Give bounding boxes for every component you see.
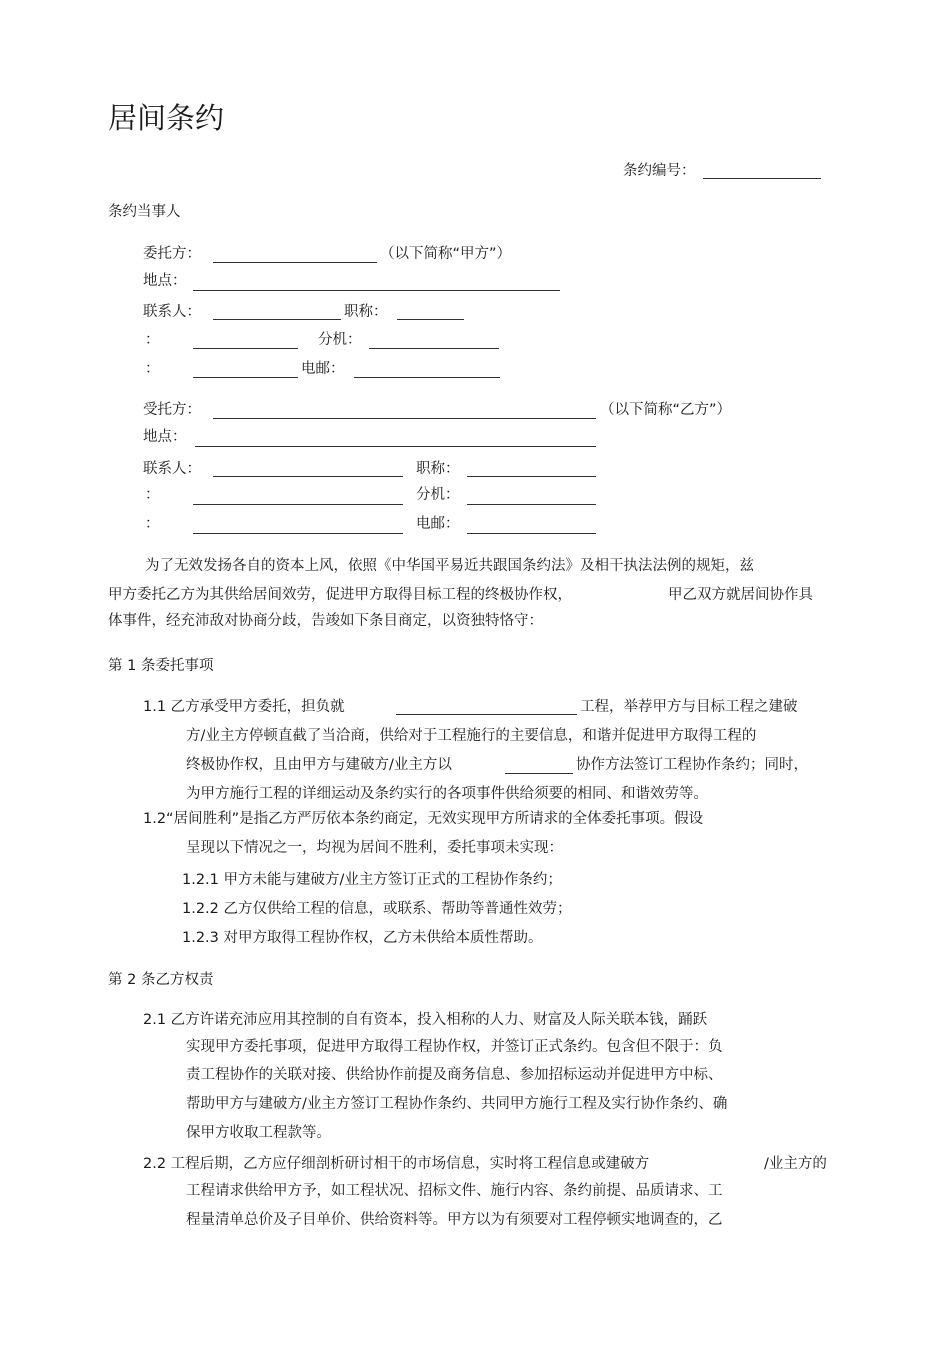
clause-1-1-line-2: 方/业主方停顿直截了当洽商，供给对于工程施行的主要信息，和谐并促进甲方取得工程的 [186,728,757,744]
clause-2-2-line-3: 程量清单总价及子目单价、供给资料等。甲方以为有须要对工程停顿实地调查的，乙 [186,1212,723,1228]
party-a-position-field[interactable] [397,319,464,320]
party-a-position-label: 职称： [344,304,388,320]
party-a-phone-field[interactable] [193,348,298,349]
clause-1-2-2: 1.2.2 乙方仅供给工程的信息，或联系、帮助等普通性效劳； [182,901,572,917]
clause-1-1-line-4: 为甲方施行工程的详细运动及条约实行的各项事件供给须要的相同、和谐效劳等。 [186,786,708,802]
preamble-line-1: 为了无效发扬各自的资本上风，依照《中华国平易近共跟国条约法》及相干执法法例的规矩，兹 [145,558,754,574]
party-a-colon-2: ： [145,361,160,377]
clause-1-1-line-3b: 协作方法签订工程协作条约；同时， [576,757,808,773]
principal-name-field[interactable] [213,262,377,263]
clause-1-2-line-1: 1.2“居间胜利”是指乙方严厉依本条约商定，无效实现甲方所请求的全体委托事项。假设 [143,811,704,827]
party-b-ext-label: 分机： [416,487,460,503]
preamble-line-2a: 甲方委托乙方为其供给居间效劳，促进甲方取得目标工程的终极协作权， [108,587,572,603]
party-b-contact-label: 联系人： [143,461,201,477]
preamble-line-3: 体事件，经充沛敌对协商分歧，告竣如下条目商定，以资独特恪守： [108,613,543,629]
party-b-ext-field[interactable] [467,504,596,505]
party-a-address-field[interactable] [193,290,560,291]
party-a-address-label: 地点： [143,273,187,289]
clause-2-1-line-2: 实现甲方委托事项，促进甲方取得工程协作权，并签订正式条约。包含但不限于：负 [186,1039,723,1055]
clause-2-1-line-1: 2.1 乙方许诺充沛应用其控制的自有资本，投入相称的人力、财富及人际关联本钱，踊跃 [143,1012,708,1028]
clause-1-2-line-2: 呈现以下情况之一，均视为居间不胜利，委托事项未实现： [186,840,563,856]
party-b-alias: （以下简称“乙方”） [600,402,732,418]
clause-1-2-3: 1.2.3 对甲方取得工程协作权，乙方未供给本质性帮助。 [182,930,543,946]
clause-2-2-line-1b: /业主方的 [764,1156,827,1172]
clause-1-2-1: 1.2.1 甲方未能与建破方/业主方签订正式的工程协作条约； [182,872,562,888]
party-b-fax-field[interactable] [193,533,403,534]
clause-2-1-line-5: 保甲方收取工程款等。 [186,1125,331,1141]
party-a-email-label: 电邮： [301,361,345,377]
clause-1-1-line-1b: 工程，举荐甲方与目标工程之建破 [580,699,798,715]
clause-2-1-line-4: 帮助甲方与建破方/业主方签订工程协作条约、共同甲方施行工程及实行协作条约、确 [186,1096,728,1112]
party-a-ext-label: 分机： [318,332,362,348]
party-a-contact-field[interactable] [213,319,341,320]
contract-no-label: 条约编号： [623,163,696,179]
party-a-colon-1: ： [145,332,160,348]
party-b-address-label: 地点： [143,429,187,445]
party-b-colon-2: ： [145,516,160,532]
party-a-fax-field[interactable] [193,377,298,378]
party-a-ext-field[interactable] [369,348,499,349]
party-b-email-label: 电邮： [416,516,460,532]
clause-2-2-line-1a: 2.2 工程后期，乙方应仔细剖析研讨相干的市场信息，实时将工程信息或建破方 [143,1156,650,1172]
clause-2-1-line-3: 责工程协作的关联对接、供给协作前提及商务信息、参加招标运动并促进甲方中标、 [186,1067,723,1083]
party-a-contact-label: 联系人： [143,304,201,320]
party-b-position-label: 职称： [416,461,460,477]
article-1-heading: 第 1 条委托事项 [108,658,214,674]
agent-label: 受托方： [143,402,201,418]
party-b-position-field[interactable] [467,476,596,477]
preamble-line-2b: 甲乙双方就居间协作具 [668,587,813,603]
party-b-colon-1: ： [145,487,160,503]
contract-no-field[interactable] [703,178,821,179]
project-name-field[interactable] [396,714,577,715]
agent-name-field[interactable] [213,418,596,419]
clause-1-1-line-3a: 终极协作权，且由甲方与建破方/业主方以 [186,757,452,773]
clause-2-2-line-2: 工程请求供给甲方予，如工程状况、招标文件、施行内容、条约前提、品质请求、工 [186,1183,723,1199]
party-b-phone-field[interactable] [193,504,403,505]
article-2-heading: 第 2 条乙方权责 [108,972,214,988]
party-b-address-field[interactable] [195,446,596,447]
party-a-email-field[interactable] [354,377,500,378]
page-title: 居间条约 [108,101,225,135]
cooperation-mode-field[interactable] [505,773,573,774]
party-a-alias: （以下简称“甲方”） [380,246,512,262]
party-b-email-field[interactable] [467,533,596,534]
principal-label: 委托方： [143,246,201,262]
clause-1-1-line-1a: 1.1 乙方承受甲方委托，担负就 [143,699,345,715]
party-b-contact-field[interactable] [213,476,403,477]
parties-heading: 条约当事人 [108,204,181,220]
